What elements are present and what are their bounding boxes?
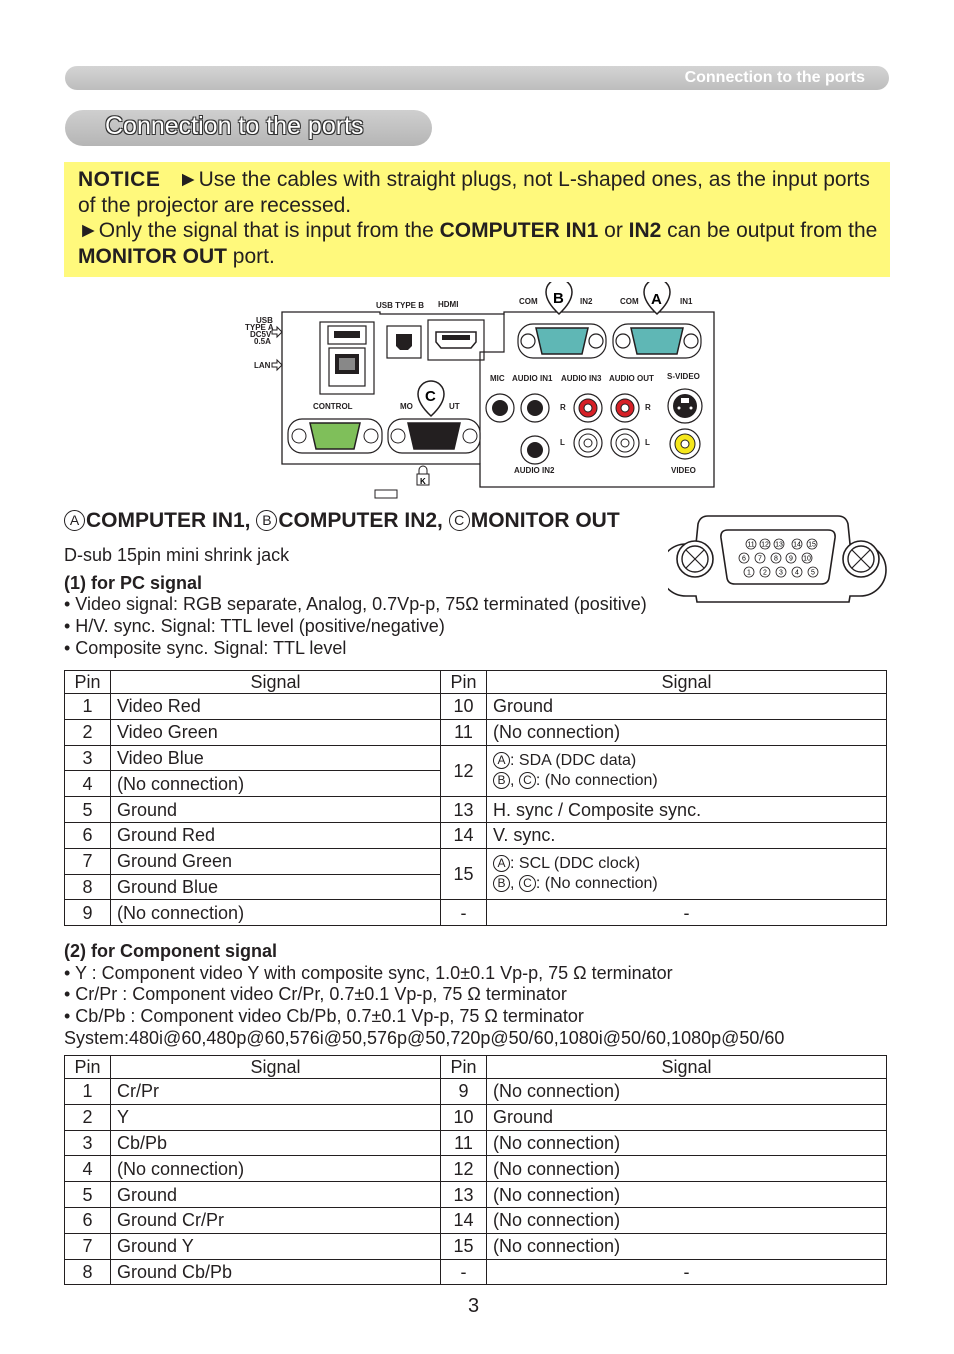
audio-in1-jack	[521, 394, 549, 422]
signal-cell: (No connection)	[111, 900, 441, 926]
com-in2-label-left: COM	[519, 297, 538, 306]
computer-in2-port	[518, 324, 606, 358]
marker-a: A	[651, 291, 662, 308]
circle-b-icon: B	[493, 772, 510, 789]
table-row	[65, 900, 887, 926]
header-signal: Signal	[111, 1056, 441, 1079]
pin-cell: 5	[65, 1182, 111, 1208]
signal-cell: (No connection)	[487, 1233, 887, 1259]
signal-cell: Ground	[487, 694, 887, 720]
pin-cell: 4	[65, 771, 111, 797]
security-bar-icon	[375, 490, 397, 498]
audio-out-l-jack	[611, 429, 639, 457]
notice-label: NOTICE	[78, 168, 161, 191]
pin-6: 6	[742, 555, 746, 563]
signal-cell: (No connection)	[487, 1207, 887, 1233]
signal-cell: (No connection)	[111, 771, 441, 797]
circle-a-icon: A	[493, 752, 510, 769]
circle-c-icon: C	[449, 510, 470, 531]
monitor-out-port	[388, 419, 480, 453]
pin-cell: 1	[65, 694, 111, 720]
pin-cell: 7	[65, 848, 111, 874]
pin-cell: 1	[65, 1079, 111, 1105]
com-in1-label-left: COM	[620, 297, 639, 306]
usb-a-label-2: TYPE A	[245, 323, 274, 332]
component-bullet-2: • Cr/Pr : Component video Cr/Pr, 0.7±0.1 Vp-p, 75 Ω terminator	[64, 984, 567, 1004]
pin-4: 4	[795, 569, 799, 577]
notice-line2-a: ►Only the signal that is input from the	[78, 219, 440, 242]
audio-in3-l-jack	[574, 429, 602, 457]
pin-cell: 14	[441, 822, 487, 848]
control-port	[288, 419, 382, 453]
pin-cell: 13	[441, 1182, 487, 1208]
audio-in2-label: AUDIO IN2	[514, 466, 555, 475]
notice-monitor-out: MONITOR OUT	[78, 244, 227, 268]
mic-label: MIC	[490, 374, 505, 383]
audio-out-r-jack	[611, 394, 639, 422]
table-row	[65, 1182, 887, 1208]
signal-cell: Cr/Pr	[111, 1079, 441, 1105]
signal-cell: Ground	[111, 1182, 441, 1208]
usb-type-b-label: USB TYPE B	[376, 301, 425, 310]
signal-cell: Video Green	[111, 719, 441, 745]
circle-c-icon: C	[519, 875, 536, 892]
pin-cell: 5	[65, 797, 111, 823]
signal-cell: (No connection)	[487, 1079, 887, 1105]
pin15-a-text: : SCL (DDC clock)	[510, 855, 641, 873]
lan-label: LAN	[254, 361, 271, 370]
r-label-2: R	[645, 403, 651, 412]
audio-out-label: AUDIO OUT	[609, 374, 654, 383]
pin-cell: 9	[65, 900, 111, 926]
hdmi-label: HDMI	[438, 300, 459, 309]
title-pill	[65, 110, 432, 146]
section-heading	[64, 509, 620, 533]
signal-cell: Ground Red	[111, 822, 441, 848]
jack-description: D-sub 15pin mini shrink jack	[64, 545, 290, 565]
pin-13: 13	[775, 541, 783, 549]
signal-cell: Cb/Pb	[111, 1130, 441, 1156]
computer-in2-heading: COMPUTER IN2,	[278, 509, 449, 532]
l-label-1: L	[560, 438, 565, 447]
table-row	[65, 1259, 887, 1285]
pin-cell: 6	[65, 822, 111, 848]
pin-11: 11	[747, 541, 755, 549]
table-header-row	[65, 1056, 887, 1079]
monitor-out-label-right: UT	[449, 402, 460, 411]
s-video-jack	[668, 389, 702, 423]
header-bar	[65, 66, 889, 90]
usb-a-label-4: 0.5A	[254, 337, 271, 346]
signal-cell: Ground Blue	[111, 874, 441, 900]
table-row	[65, 694, 887, 720]
header-signal: Signal	[487, 1056, 887, 1079]
usb-a-label-3: DC5V	[250, 330, 272, 339]
pc-signal-heading: (1) for PC signal	[64, 573, 203, 593]
marker-c: C	[425, 388, 436, 405]
pin-cell: -	[441, 900, 487, 926]
table-row	[65, 797, 887, 823]
lock-icon-letter: K	[420, 477, 426, 486]
signal-cell: (No connection)	[111, 1156, 441, 1182]
pin-1: 1	[747, 569, 751, 577]
signal-cell-15	[487, 848, 887, 900]
pin-cell: 11	[441, 719, 487, 745]
table-row	[65, 1156, 887, 1182]
header-section-title: Connection to the ports	[684, 69, 865, 86]
component-bullet-3: • Cb/Pb : Component video Cb/Pb, 0.7±0.1 Vp-p, 75 Ω terminator	[64, 1006, 584, 1026]
signal-cell: Ground	[487, 1104, 887, 1130]
pin-cell: 14	[441, 1207, 487, 1233]
table-row	[65, 719, 887, 745]
pin-cell: 3	[65, 1130, 111, 1156]
signal-cell: H. sync / Composite sync.	[487, 797, 887, 823]
audio-in1-label: AUDIO IN1	[512, 374, 553, 383]
signal-cell: Video Blue	[111, 745, 441, 771]
signal-cell: (No connection)	[487, 1182, 887, 1208]
kensington-lock-icon	[417, 466, 429, 486]
component-bullet-1: • Y : Component video Y with composite sync, 1.0±0.1 Vp-p, 75 Ω terminator	[64, 963, 673, 983]
circle-b-icon: B	[256, 510, 277, 531]
pin-cell: -	[441, 1259, 487, 1285]
table-row	[65, 848, 887, 874]
table-row	[65, 1079, 887, 1105]
component-heading: (2) for Component signal	[64, 941, 277, 961]
table-row	[65, 1130, 887, 1156]
audio-in3-label: AUDIO IN3	[561, 374, 602, 383]
marker-a-callout	[644, 282, 670, 314]
table-header-row	[65, 671, 887, 694]
r-label-1: R	[560, 403, 566, 412]
pin12-bc-text: : (No connection)	[535, 771, 658, 789]
component-system: System:480i@60,480p@60,576i@50,576p@50,720p@50/60,1080i@50/60,1080p@50/60	[64, 1028, 785, 1048]
video-label: VIDEO	[671, 466, 696, 475]
page-title: Connection to the ports	[105, 112, 364, 140]
notice-in2: IN2	[628, 219, 662, 242]
video-jack	[670, 429, 700, 459]
pin-cell: 7	[65, 1233, 111, 1259]
header-signal: Signal	[487, 671, 887, 694]
pin-9: 9	[789, 555, 793, 563]
signal-cell: Ground	[111, 797, 441, 823]
marker-c-callout	[418, 381, 444, 416]
notice-line1: ►Use the cables with straight plugs, not L-shaped ones, as the input ports of the projector are recessed.	[78, 168, 870, 217]
pc-bullet-3: • Composite sync. Signal: TTL level	[64, 638, 347, 658]
signal-cell: (No connection)	[487, 1130, 887, 1156]
pin-cell: 4	[65, 1156, 111, 1182]
pin-cell: 12	[441, 745, 487, 797]
pin-cell: 15	[441, 848, 487, 900]
computer-in1-port	[613, 324, 701, 358]
signal-cell: (No connection)	[487, 1156, 887, 1182]
table-row	[65, 1104, 887, 1130]
pin-12: 12	[761, 541, 769, 549]
signal-cell: Ground Green	[111, 848, 441, 874]
com-in1-label-right: IN1	[680, 297, 693, 306]
monitor-out-heading: MONITOR OUT	[470, 509, 620, 532]
header-pin: Pin	[441, 1056, 487, 1079]
monitor-out-label-left: MO	[400, 402, 413, 411]
signal-cell: Ground Cb/Pb	[111, 1259, 441, 1285]
pin-14: 14	[793, 541, 801, 549]
pc-bullet-2: • H/V. sync. Signal: TTL level (positive/negative)	[64, 616, 445, 636]
s-video-label: S-VIDEO	[667, 372, 700, 381]
signal-cell: Video Red	[111, 694, 441, 720]
header-pin: Pin	[65, 1056, 111, 1079]
pin-cell: 10	[441, 1104, 487, 1130]
pin-3: 3	[779, 569, 783, 577]
audio-in3-r-jack	[574, 394, 602, 422]
audio-in2-jack	[521, 436, 549, 464]
circle-b-icon: B	[493, 875, 510, 892]
notice-text	[78, 167, 878, 269]
pin-cell: 8	[65, 874, 111, 900]
notice-computer-in1: COMPUTER IN1	[439, 219, 599, 242]
pin-10: 10	[803, 555, 811, 563]
control-label: CONTROL	[313, 402, 353, 411]
header-pin: Pin	[65, 671, 111, 694]
pin-cell: 9	[441, 1079, 487, 1105]
pc-bullet-1: • Video signal: RGB separate, Analog, 0.7Vp-p, 75Ω terminated (positive)	[64, 594, 647, 614]
header-pin: Pin	[441, 671, 487, 694]
table-row	[65, 1207, 887, 1233]
table-row	[65, 822, 887, 848]
pc-pin-table	[64, 670, 887, 926]
marker-b-callout	[546, 282, 572, 314]
signal-cell: Ground Cr/Pr	[111, 1207, 441, 1233]
computer-in1-heading: COMPUTER IN1,	[86, 509, 257, 532]
marker-b: B	[553, 290, 564, 307]
notice-line2-c: or	[598, 219, 629, 242]
pin-cell: 15	[441, 1233, 487, 1259]
connector-panel-diagram	[230, 282, 720, 500]
pin-cell: 10	[441, 694, 487, 720]
usb-a-label-1: USB	[256, 316, 273, 325]
signal-cell: Y	[111, 1104, 441, 1130]
signal-cell-12	[487, 745, 887, 797]
circle-a-icon: A	[64, 510, 85, 531]
notice-line2-e: can be output from the	[661, 219, 878, 242]
com-in2-label-right: IN2	[580, 297, 593, 306]
signal-cell: -	[487, 1259, 887, 1285]
comma: ,	[510, 771, 515, 789]
circle-c-icon: C	[519, 772, 536, 789]
pin15-bc-text: : (No connection)	[535, 875, 658, 893]
pin-cell: 3	[65, 745, 111, 771]
mic-jack	[486, 394, 514, 422]
pin-cell: 2	[65, 719, 111, 745]
notice-box	[64, 162, 890, 277]
pin-8: 8	[774, 555, 778, 563]
signal-cell: (No connection)	[487, 719, 887, 745]
signal-cell: V. sync.	[487, 822, 887, 848]
pin-7: 7	[758, 555, 762, 563]
table-row	[65, 745, 887, 771]
pin-2: 2	[763, 569, 767, 577]
pin-cell: 6	[65, 1207, 111, 1233]
table-row	[65, 1233, 887, 1259]
signal-cell: -	[487, 900, 887, 926]
pin-cell: 8	[65, 1259, 111, 1285]
pin-cell: 11	[441, 1130, 487, 1156]
notice-line2-g: port.	[226, 244, 275, 268]
pin12-a-text: : SDA (DDC data)	[510, 751, 637, 769]
pin-5: 5	[811, 569, 815, 577]
component-pin-table	[64, 1055, 887, 1285]
page-number: 3	[468, 1295, 480, 1317]
header-signal: Signal	[111, 671, 441, 694]
signal-cell: Ground Y	[111, 1233, 441, 1259]
l-label-2: L	[645, 438, 650, 447]
pin-cell: 12	[441, 1156, 487, 1182]
circle-a-icon: A	[493, 855, 510, 872]
comma: ,	[510, 875, 515, 893]
pin-cell: 2	[65, 1104, 111, 1130]
lan-arrow-icon	[272, 360, 282, 370]
pin-cell: 13	[441, 797, 487, 823]
pin-15: 15	[808, 541, 816, 549]
dsub-jack-diagram	[668, 514, 888, 604]
